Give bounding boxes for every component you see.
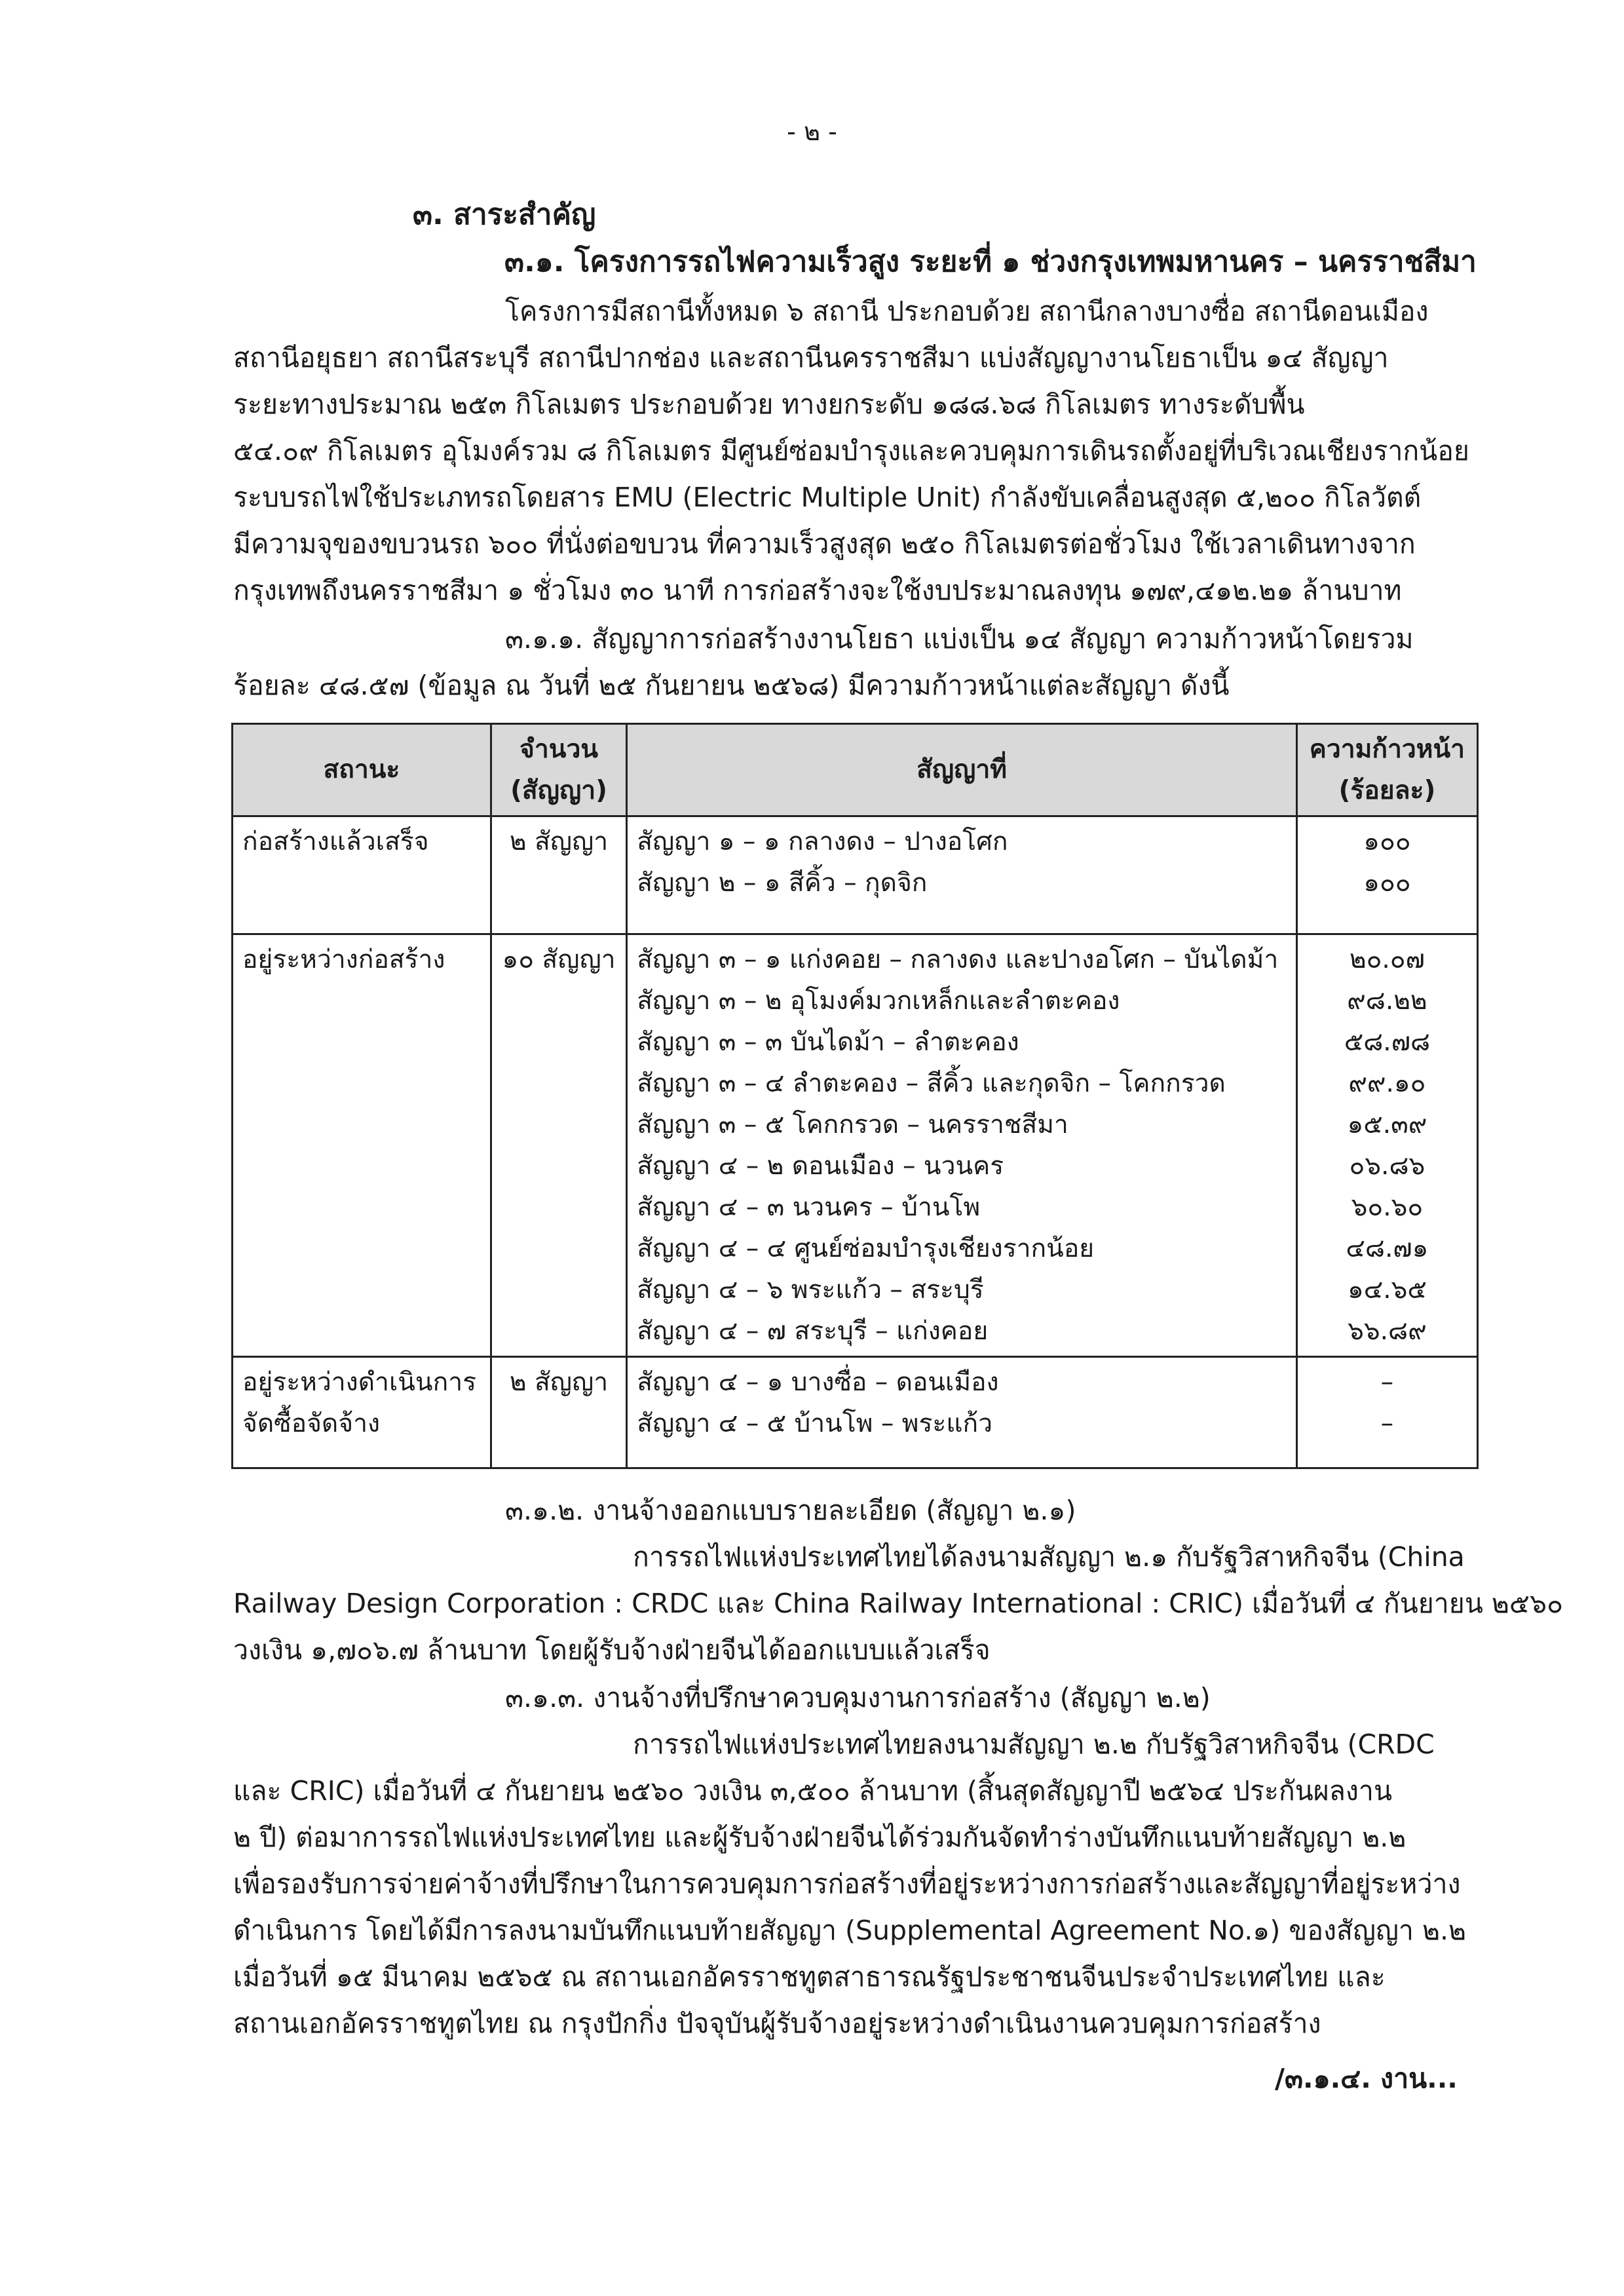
progress-value: – xyxy=(1380,1409,1394,1438)
page-number: - ๒ - xyxy=(787,117,837,146)
contracts-cell xyxy=(627,1357,1297,1468)
table-row xyxy=(233,1357,1478,1468)
contract-item: สัญญา ๒ – ๑ สีคิ้ว – กุดจิก xyxy=(637,868,928,898)
contract-item: สัญญา ๔ – ๖ พระแก้ว – สระบุรี xyxy=(637,1275,984,1305)
count-cell: ๒ สัญญา xyxy=(491,816,626,934)
continuation-marker: /๓.๑.๔. งาน... xyxy=(1275,2063,1458,2094)
table-row xyxy=(233,816,1478,934)
section-313-line: และ CRIC) เมื่อวันที่ ๔ กันยายน ๒๕๖๐ วงเงิน ๓,๕๐๐ ล้านบาท (สิ้นสุดสัญญาปี ๒๕๖๔ ประกันผลงาน xyxy=(233,1775,1392,1807)
contract-progress-table xyxy=(231,723,1479,1469)
section-311-paragraph xyxy=(233,616,1478,709)
intro-line: กรุงเทพถึงนครราชสีมา ๑ ชั่วโมง ๓๐ นาที การก่อสร้างจะใช้งบประมาณลงทุน ๑๗๙,๔๑๒.๒๑ ล้านบาท xyxy=(233,575,1402,606)
section-313-line: ๓.๑.๓. งานจ้างที่ปรึกษาควบคุมงานการก่อสร้าง (สัญญา ๒.๒) xyxy=(505,1682,1211,1713)
status-cell: ก่อสร้างแล้วเสร็จ xyxy=(233,816,491,934)
progress-cell xyxy=(1296,934,1477,1357)
count-cell: ๒ สัญญา xyxy=(491,1357,626,1468)
section-313-line: ๒ ปี) ต่อมาการรถไฟแห่งประเทศไทย และผู้รับจ้างฝ่ายจีนได้ร่วมกันจัดทำร่างบันทึกแนบท้ายสัญญา ๒.๒ xyxy=(233,1822,1407,1853)
section-313-line: ดำเนินการ โดยได้มีการลงนามบันทึกแนบท้ายสัญญา (Supplemental Agreement No.๑) ของสัญญา ๒.๒ xyxy=(233,1915,1467,1946)
section-311-line: ร้อยละ ๔๘.๕๗ (ข้อมูล ณ วันที่ ๒๕ กันยายน ๒๕๖๘) มีความก้าวหน้าแต่ละสัญญา ดังนี้ xyxy=(233,670,1230,701)
section-312-line: การรถไฟแห่งประเทศไทยได้ลงนามสัญญา ๒.๑ กับรัฐวิสาหกิจจีน (China xyxy=(633,1541,1465,1573)
intro-line: ระบบรถไฟใช้ประเภทรถโดยสาร EMU (Electric Multiple Unit) กำลังขับเคลื่อนสูงสุด ๕,๒๐๐ กิโลวัตต์ xyxy=(233,482,1422,513)
status-cell: อยู่ระหว่างดำเนินการ จัดซื้อจัดจ้าง xyxy=(233,1357,491,1468)
contract-item: สัญญา ๓ – ๕ โคกกรวด – นครราชสีมา xyxy=(637,1110,1068,1139)
contract-item: สัญญา ๔ – ๒ ดอนเมือง – นวนคร xyxy=(637,1151,1004,1181)
section-heading: ๓. สาระสำคัญ xyxy=(413,198,596,231)
intro-paragraph xyxy=(233,288,1478,614)
table-row xyxy=(233,934,1478,1357)
section-311-line: ๓.๑.๑. สัญญาการก่อสร้างงานโยธา แบ่งเป็น ๑๔ สัญญา ความก้าวหน้าโดยรวม xyxy=(505,623,1414,655)
progress-value: ๙๘.๒๒ xyxy=(1347,986,1427,1016)
intro-line: ระยะทางประมาณ ๒๕๓ กิโลเมตร ประกอบด้วย ทางยกระดับ ๑๘๘.๖๘ กิโลเมตร ทางระดับพื้น xyxy=(233,389,1305,420)
header-progress: ความก้าวหน้า (ร้อยละ) xyxy=(1296,724,1477,816)
header-status: สถานะ xyxy=(233,724,491,816)
progress-cell xyxy=(1296,1357,1477,1468)
progress-value: ๔๘.๗๑ xyxy=(1346,1234,1429,1263)
contract-item: สัญญา ๓ – ๒ อุโมงค์มวกเหล็กและลำตะคอง xyxy=(637,986,1120,1016)
table-header-row xyxy=(233,724,1478,816)
progress-value: ๖๖.๘๙ xyxy=(1348,1316,1427,1346)
progress-value: ๙๙.๑๐ xyxy=(1348,1069,1426,1098)
progress-value: ๕๘.๗๘ xyxy=(1344,1027,1431,1057)
contract-item: สัญญา ๓ – ๔ ลำตะคอง – สีคิ้ว และกุดจิก – โคกกรวด xyxy=(637,1069,1226,1098)
count-cell: ๑๐ สัญญา xyxy=(491,934,626,1357)
contract-item: สัญญา ๔ – ๑ บางซื่อ – ดอนเมือง xyxy=(637,1368,999,1397)
progress-value: ๖๐.๖๐ xyxy=(1351,1193,1424,1222)
progress-value: ๑๕.๓๙ xyxy=(1347,1110,1427,1139)
section-313-paragraph xyxy=(233,1675,1478,2047)
section-313-line: เพื่อรองรับการจ่ายค่าจ้างที่ปรึกษาในการควบคุมการก่อสร้างที่อยู่ระหว่างการก่อสร้างและสัญญาที่อยู่ระหว่าง xyxy=(233,1868,1461,1900)
status-cell: อยู่ระหว่างก่อสร้าง xyxy=(233,934,491,1357)
contract-item: สัญญา ๓ – ๑ แก่งคอย – กลางดง และปางอโศก – บันไดม้า xyxy=(637,945,1279,974)
contract-item: สัญญา ๑ – ๑ กลางดง – ปางอโศก xyxy=(637,827,1008,856)
contract-item: สัญญา ๔ – ๕ บ้านโพ – พระแก้ว xyxy=(637,1409,993,1438)
progress-cell xyxy=(1296,816,1477,934)
header-contract: สัญญาที่ xyxy=(627,724,1297,816)
progress-value: ๐๖.๘๖ xyxy=(1349,1151,1426,1181)
contracts-cell xyxy=(627,816,1297,934)
section-313-line: การรถไฟแห่งประเทศไทยลงนามสัญญา ๒.๒ กับรัฐวิสาหกิจจีน (CRDC xyxy=(633,1729,1435,1760)
intro-line: ๕๔.๐๙ กิโลเมตร อุโมงค์รวม ๘ กิโลเมตร มีศูนย์ซ่อมบำรุงและควบคุมการเดินรถตั้งอยู่ที่บริเวณเชียงรากน้อย xyxy=(233,435,1469,467)
contract-item: สัญญา ๔ – ๗ สระบุรี – แก่งคอย xyxy=(637,1316,989,1346)
progress-value: ๑๐๐ xyxy=(1363,827,1411,856)
section-312-paragraph xyxy=(233,1487,1564,1674)
intro-line: สถานีอยุธยา สถานีสระบุรี สถานีปากช่อง และสถานีนครราชสีมา แบ่งสัญญางานโยธาเป็น ๑๔ สัญญา xyxy=(233,342,1389,373)
progress-value: – xyxy=(1380,1368,1394,1397)
section-312-line: ๓.๑.๒. งานจ้างออกแบบรายละเอียด (สัญญา ๒.๑) xyxy=(505,1495,1076,1526)
contracts-cell xyxy=(627,934,1297,1357)
progress-value: ๑๔.๖๕ xyxy=(1347,1275,1427,1305)
section-313-line: สถานเอกอัครราชทูตไทย ณ กรุงปักกิ่ง ปัจจุบันผู้รับจ้างอยู่ระหว่างดำเนินงานควบคุมการก่อสร้าง xyxy=(233,2008,1321,2039)
section-312-line: วงเงิน ๑,๗๐๖.๗ ล้านบาท โดยผู้รับจ้างฝ่ายจีนได้ออกแบบแล้วเสร็จ xyxy=(233,1634,991,1666)
header-count: จำนวน (สัญญา) xyxy=(491,724,626,816)
progress-value: ๑๐๐ xyxy=(1363,868,1411,898)
contract-item: สัญญา ๔ – ๔ ศูนย์ซ่อมบำรุงเชียงรากน้อย xyxy=(637,1234,1095,1263)
subsection-heading: ๓.๑. โครงการรถไฟความเร็วสูง ระยะที่ ๑ ช่วงกรุงเทพมหานคร – นครราชสีมา xyxy=(504,245,1477,278)
contract-item: สัญญา ๓ – ๓ บันไดม้า – ลำตะคอง xyxy=(637,1027,1019,1057)
section-312-line: Railway Design Corporation : CRDC และ China Railway International : CRIC) เมื่อวันที่ ๔ กันยายน ๒๕๖๐ xyxy=(233,1588,1564,1619)
intro-line: มีความจุของขบวนรถ ๖๐๐ ที่นั่งต่อขบวน ที่ความเร็วสูงสุด ๒๕๐ กิโลเมตรต่อชั่วโมง ใช้เวลาเดินทางจาก xyxy=(233,528,1416,560)
contract-item: สัญญา ๔ – ๓ นวนคร – บ้านโพ xyxy=(637,1193,981,1222)
progress-value: ๒๐.๐๗ xyxy=(1349,945,1425,974)
section-313-line: เมื่อวันที่ ๑๕ มีนาคม ๒๕๖๕ ณ สถานเอกอัครราชทูตสาธารณรัฐประชาชนจีนประจำประเทศไทย และ xyxy=(233,1961,1386,1993)
intro-line: โครงการมีสถานีทั้งหมด ๖ สถานี ประกอบด้วย สถานีกลางบางซื่อ สถานีดอนเมือง xyxy=(505,296,1429,327)
